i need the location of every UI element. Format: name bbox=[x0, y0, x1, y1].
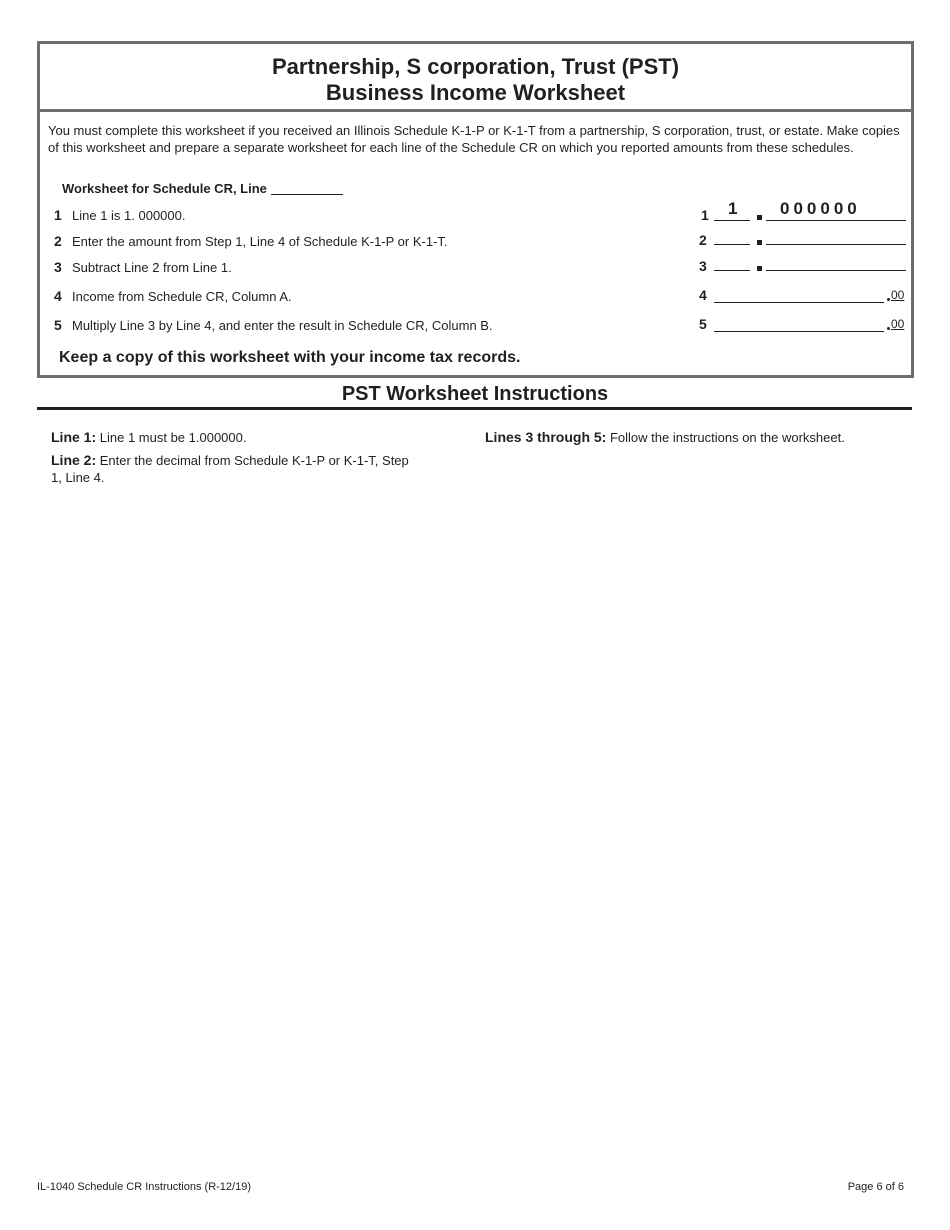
amount-label-3: 3 bbox=[699, 258, 707, 274]
amount-label-5: 5 bbox=[699, 316, 707, 332]
line1-whole-value: 1 bbox=[728, 199, 738, 218]
schedule-cr-line-field[interactable] bbox=[271, 194, 343, 195]
line1-decimal-field[interactable] bbox=[766, 220, 906, 221]
instruction-label: Lines 3 through 5: bbox=[485, 429, 607, 445]
decimal-point bbox=[757, 240, 762, 245]
line2-whole-field[interactable] bbox=[714, 244, 750, 245]
line-number: 1 bbox=[54, 207, 62, 223]
worksheet-title-line2: Business Income Worksheet bbox=[325, 80, 626, 105]
instruction-text: Enter the decimal from Schedule K-1-P or K-1-T, Step 1, Line 4. bbox=[51, 453, 409, 485]
instruction-line-1 bbox=[51, 429, 431, 446]
line4-amount-field[interactable] bbox=[714, 302, 884, 303]
instruction-line-2 bbox=[51, 452, 421, 486]
line1-decimal-value: 000000 bbox=[780, 199, 861, 218]
line3-whole-field[interactable] bbox=[714, 270, 750, 271]
line5-cents: 00 bbox=[891, 317, 905, 331]
line3-decimal-field[interactable] bbox=[766, 270, 906, 271]
decimal-point bbox=[757, 266, 762, 271]
line-number: 4 bbox=[54, 288, 62, 304]
line5-amount-field[interactable] bbox=[714, 331, 884, 332]
decimal-point bbox=[757, 215, 762, 220]
pst-worksheet-box bbox=[37, 41, 914, 378]
line-text: Line 1 is 1. 000000. bbox=[72, 208, 186, 223]
instruction-label: Line 2: bbox=[51, 452, 97, 468]
amount-label-2: 2 bbox=[699, 232, 707, 248]
instruction-text: Follow the instructions on the worksheet. bbox=[609, 430, 845, 445]
instructions-title: PST Worksheet Instructions bbox=[341, 383, 609, 405]
worksheet-line-2 bbox=[54, 233, 448, 249]
instruction-lines-3-to-5 bbox=[485, 429, 905, 446]
worksheet-heading-label: Worksheet for Schedule CR, Line bbox=[62, 181, 267, 196]
worksheet-title-line1: Partnership, S corporation, Trust (PST) bbox=[271, 54, 680, 79]
amount-label-4: 4 bbox=[699, 287, 707, 303]
line1-whole-field[interactable] bbox=[714, 220, 750, 221]
instruction-text: Line 1 must be 1.000000. bbox=[99, 430, 247, 445]
amount-label-1: 1 bbox=[701, 207, 709, 223]
keep-copy-note: Keep a copy of this worksheet with your income tax records. bbox=[59, 349, 521, 366]
line-text: Subtract Line 2 from Line 1. bbox=[72, 260, 232, 275]
instruction-label: Line 1: bbox=[51, 429, 97, 445]
line-text: Income from Schedule CR, Column A. bbox=[72, 289, 292, 304]
worksheet-intro: You must complete this worksheet if you received an Illinois Schedule K-1-P or K-1-T from a partnership, S corporation, trust, or estate. Make copies of this worksheet and prepare a separate worksheet for each line of the Schedule CR on which you reported amounts from these schedules. bbox=[48, 123, 900, 155]
instructions-divider bbox=[37, 407, 912, 410]
worksheet-line-4 bbox=[54, 288, 292, 304]
decimal-point bbox=[887, 327, 890, 330]
worksheet-line-3 bbox=[54, 259, 232, 275]
line-text: Multiply Line 3 by Line 4, and enter the result in Schedule CR, Column B. bbox=[72, 318, 493, 333]
line-text: Enter the amount from Step 1, Line 4 of Schedule K-1-P or K-1-T. bbox=[72, 234, 448, 249]
line-number: 2 bbox=[54, 233, 62, 249]
line2-decimal-field[interactable] bbox=[766, 244, 906, 245]
footer-form-id: IL-1040 Schedule CR Instructions (R-12/19) bbox=[37, 1181, 251, 1193]
line-number: 5 bbox=[54, 317, 62, 333]
footer-page-number: Page 6 of 6 bbox=[847, 1181, 904, 1193]
worksheet-line-5 bbox=[54, 317, 493, 333]
line4-cents: 00 bbox=[891, 288, 905, 302]
line-number: 3 bbox=[54, 259, 62, 275]
decimal-point bbox=[887, 298, 890, 301]
worksheet-title bbox=[40, 44, 911, 112]
worksheet-line-1 bbox=[54, 207, 185, 223]
worksheet-heading bbox=[62, 181, 343, 196]
